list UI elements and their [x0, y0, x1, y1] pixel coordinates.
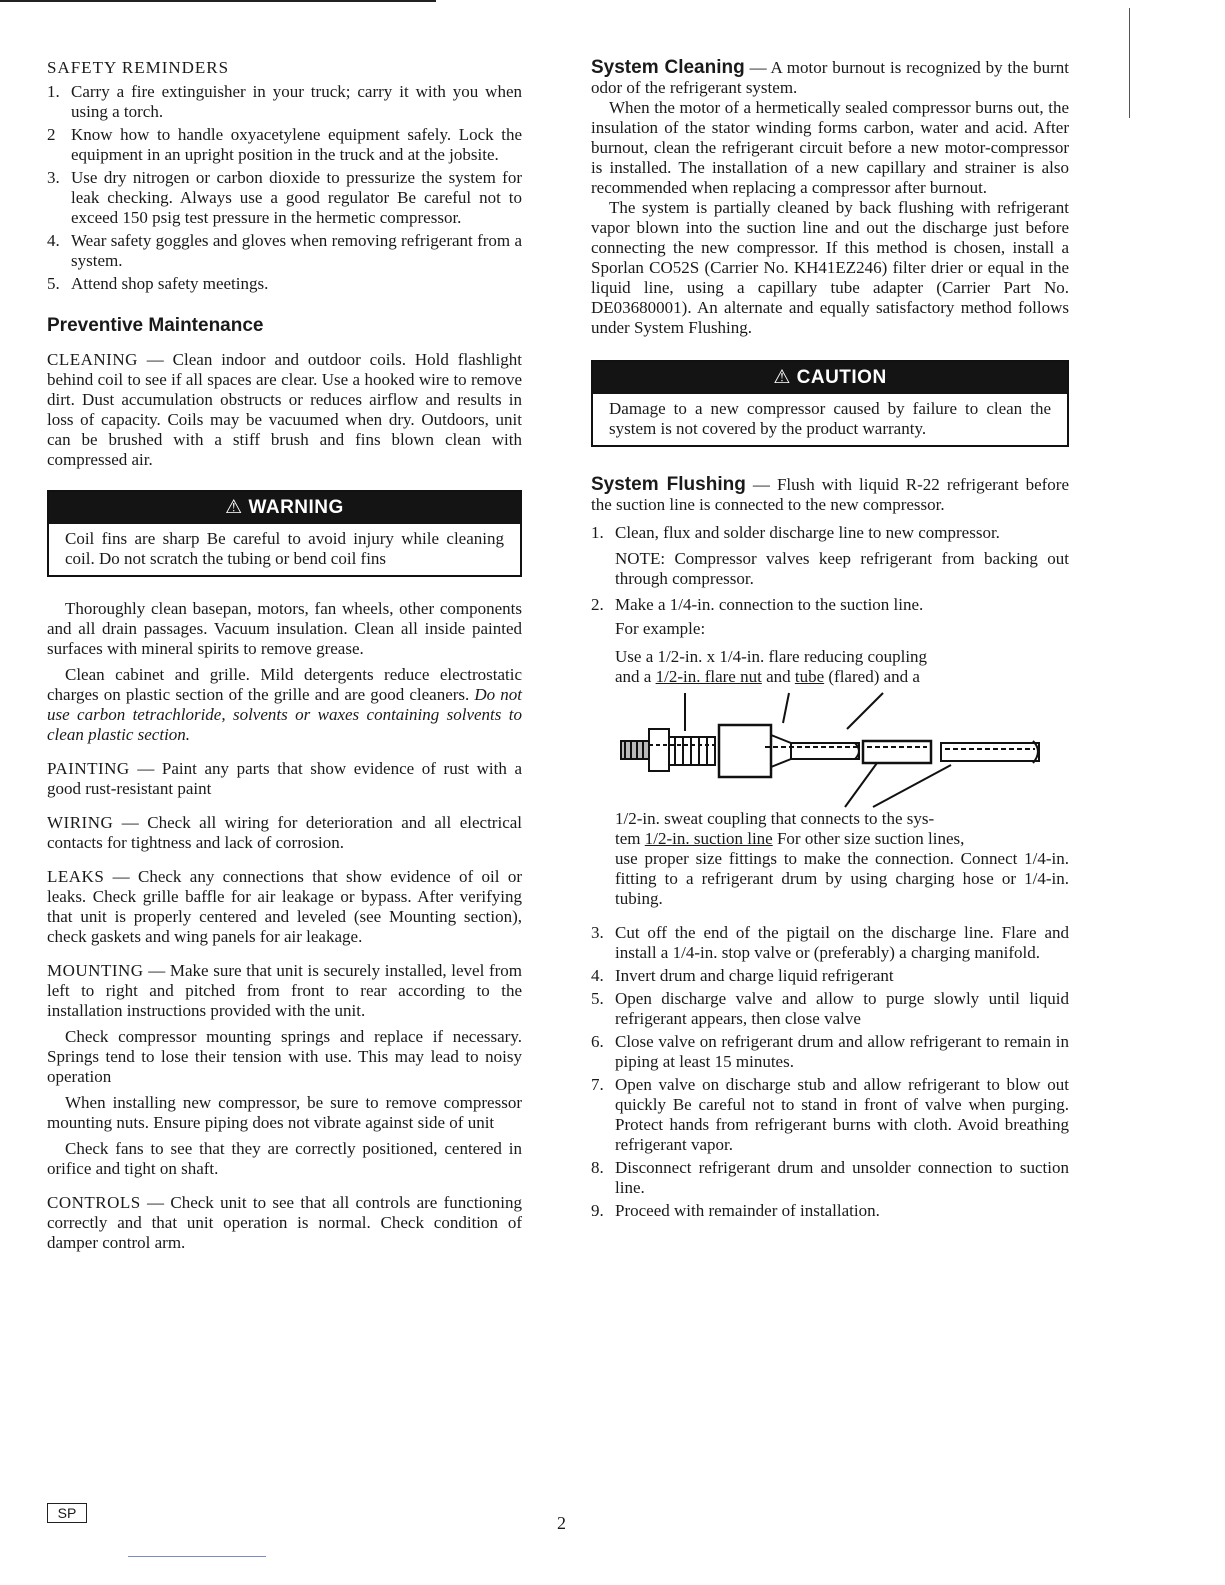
footer-code: SP: [47, 1503, 87, 1523]
cleaning-paragraph: CLEANING — Clean indoor and outdoor coils. Hold flashlight behind coil to see if all spaces are clear. Use a hooked wire to remove dirt. Dust accumulation obstructs or reduces airflow and results in loss of capacity. Coils may be vacuumed when dry. Outdoors, unit can be brushed with a stiff brush and fins blown clean with compressed air.: [47, 350, 522, 469]
springs-paragraph: Check compressor mounting springs and replace if necessary. Springs tend to lose their tension with use. This may lead to noisy operation: [47, 1027, 522, 1086]
basepan-paragraph: Thoroughly clean basepan, motors, fan wheels, other components and all drain passages. Vacuum insulation. Clean all inside painted surfaces with mineral spirits to remove grease.: [47, 599, 522, 658]
list-item: 1. Clean, flux and solder discharge line to new compressor. NOTE: Compressor valves keep refrigerant from backing out through compressor.: [591, 523, 1069, 588]
back-flush-paragraph: The system is partially cleaned by back flushing with refrigerant vapor blown into the suction line and out the discharge just before connecting the new compressor. If this method is chosen, install a Sporlan CO52S (Carrier No. KH41EZ246) filter drier or equal in the liquid line, using a capillary tube adapter (Carrier Part No. DE03680001). An alternate and equally satisfactory method follows under System Flushing.: [591, 198, 1069, 337]
nuts-paragraph: When installing new compressor, be sure to remove compressor mounting nuts. Ensure piping does not vibrate against side of unit: [47, 1093, 522, 1132]
system-flushing-paragraph: System Flushing — Flush with liquid R-22 refrigerant before the suction line is connected to the new compressor.: [591, 474, 1070, 514]
list-item: 1. Carry a fire extinguisher in your truck; carry it with you when using a torch.: [47, 82, 522, 121]
system-cleaning-paragraph: System Cleaning — A motor burnout is recognized by the burnt odor of the refrigerant system.: [591, 57, 1070, 97]
burnout-paragraph: When the motor of a hermetically sealed compressor burns out, the insulation of the stator winding forms carbon, water and acid. After burnout, clean the refrigerant circuit before a new motor-compressor is installed. The installation of a new capillary and strainer is also recommended when replacing a compressor after burnout.: [591, 98, 1069, 197]
left-column: [47, 58, 522, 1253]
after-line-2: tem 1/2-in. suction line For other size suction lines,: [615, 829, 965, 848]
flared-tube: [791, 743, 859, 759]
list-item: 9. Proceed with remainder of installation.: [591, 1201, 880, 1220]
bottom-rule: [128, 1556, 266, 1557]
list-item: 4. Wear safety goggles and gloves when removing refrigerant from a system.: [47, 231, 522, 270]
caution-box: [591, 360, 1069, 447]
example-line-1: Use a 1/2-in. x 1/4-in. flare reducing coupling: [615, 647, 928, 666]
flushing-steps-b: [591, 923, 1069, 1221]
top-rule: [0, 0, 436, 2]
fans-paragraph: Check fans to see that they are correctly positioned, centered in orifice and tight on shaft.: [47, 1139, 522, 1178]
list-item: 7. Open valve on discharge stub and allow refrigerant to blow out quickly Be careful not to stand in front of valve when purging. Protect hands from refrigerant burns with cloth. Avoid breathing refrigerant vapor.: [591, 1075, 1069, 1154]
system-flushing-heading: System Flushing: [591, 474, 746, 495]
suction-line: [941, 743, 1039, 761]
list-item: 4. Invert drum and charge liquid refrigerant: [591, 966, 894, 985]
example-line-2: and a 1/2-in. flare nut and tube (flared) and a: [615, 667, 920, 686]
sweat-coupling: [863, 741, 931, 763]
list-item: 6. Close valve on refrigerant drum and allow refrigerant to remain in piping at least 15 minutes.: [591, 1032, 1069, 1071]
painting-paragraph: PAINTING — Paint any parts that show evidence of rust with a good rust-resistant paint: [47, 759, 522, 798]
flushing-steps-a: [591, 523, 1069, 909]
controls-paragraph: CONTROLS — Check unit to see that all controls are functioning correctly and that unit operation is normal. Check condition of damper control arm.: [47, 1193, 523, 1252]
page-number: 2: [557, 1513, 566, 1533]
right-column: [591, 58, 1069, 1224]
caution-text: Damage to a new compressor caused by failure to clean the system is not covered by the product warranty.: [609, 399, 1051, 438]
after-line-1: 1/2-in. sweat coupling that connects to the sys-: [615, 809, 935, 828]
after-rest: use proper size fittings to make the connection. Connect 1/4-in. fitting to a refrigerant drum by using charging hose or 1/4-in. tubing.: [615, 849, 1069, 908]
list-item: 2 Know how to handle oxyacetylene equipment safely. Lock the equipment in an upright position in the truck and at the jobsite.: [47, 125, 522, 164]
compressor-note: NOTE: Compressor valves keep refrigerant from backing out through compressor.: [615, 549, 1069, 588]
warning-box: [47, 490, 522, 577]
leaks-paragraph: LEAKS — Check any connections that show evidence of oil or leaks. Check grille baffle for air leakage or bypass. After verifying that unit is properly centered and leveled (see Mounting section), check gaskets and wing panels for air leakage.: [47, 867, 523, 946]
flare-nut: [719, 725, 771, 777]
cabinet-paragraph: Clean cabinet and grille. Mild detergents reduce electrostatic charges on plastic section of the grille and are good cleaners. Do not use carbon tetrachloride, solvents or waxes containing solvents to clean plastic section.: [47, 665, 523, 744]
safety-list: [47, 82, 522, 294]
fitting-diagram: [615, 689, 1055, 809]
mounting-paragraph: MOUNTING — Make sure that unit is securely installed, level from left to right and pitched from front to rear according to the installation instructions provided with the unit.: [47, 961, 523, 1020]
reducing-coupling: [649, 729, 669, 771]
list-item: 3. Use dry nitrogen or carbon dioxide to pressurize the system for leak checking. Always use a good regulator Be careful not to exceed 150 psig test pressure in the hermetic compressor.: [47, 168, 522, 227]
preventive-maintenance-heading: Preventive Maintenance: [47, 315, 264, 336]
list-item: 2. Make a 1/4-in. connection to the suction line. For example: Use a 1/2-in. x 1/4-in. flare reducing coupling and a 1/2-in. flare nut and tube (flared) and a 1/2-in. sweat coupling that connects to the sys- tem 1/2-in. suction line For other size suction lines, use proper size fittings to make the connection. Connect 1/4-in. fitting to a refrigerant drum by using charging hose or 1/4-in. tubing.: [591, 595, 1069, 908]
warning-text: Coil fins are sharp Be careful to avoid injury while cleaning coil. Do not scratch the tubing or bend coil fins: [65, 529, 504, 568]
system-cleaning-heading: System Cleaning: [591, 57, 745, 78]
list-item: 5. Attend shop safety meetings.: [47, 274, 269, 293]
list-item: 8. Disconnect refrigerant drum and unsolder connection to suction line.: [591, 1158, 1069, 1197]
caution-title: ⚠ CAUTION: [593, 362, 1067, 394]
margin-mark: [1129, 8, 1130, 118]
list-item: 3. Cut off the end of the pigtail on the discharge line. Flare and install a 1/4-in. stop valve or (preferably) a charging manifold.: [591, 923, 1069, 962]
warning-title: ⚠ WARNING: [49, 492, 520, 524]
for-example-label: For example:: [615, 619, 706, 638]
safety-reminders-title: SAFETY REMINDERS: [47, 58, 230, 77]
list-item: 5. Open discharge valve and allow to purge slowly until liquid refrigerant appears, then close valve: [591, 989, 1069, 1028]
wiring-paragraph: WIRING — Check all wiring for deterioration and all electrical contacts for tightness and lack of corrosion.: [47, 813, 523, 852]
